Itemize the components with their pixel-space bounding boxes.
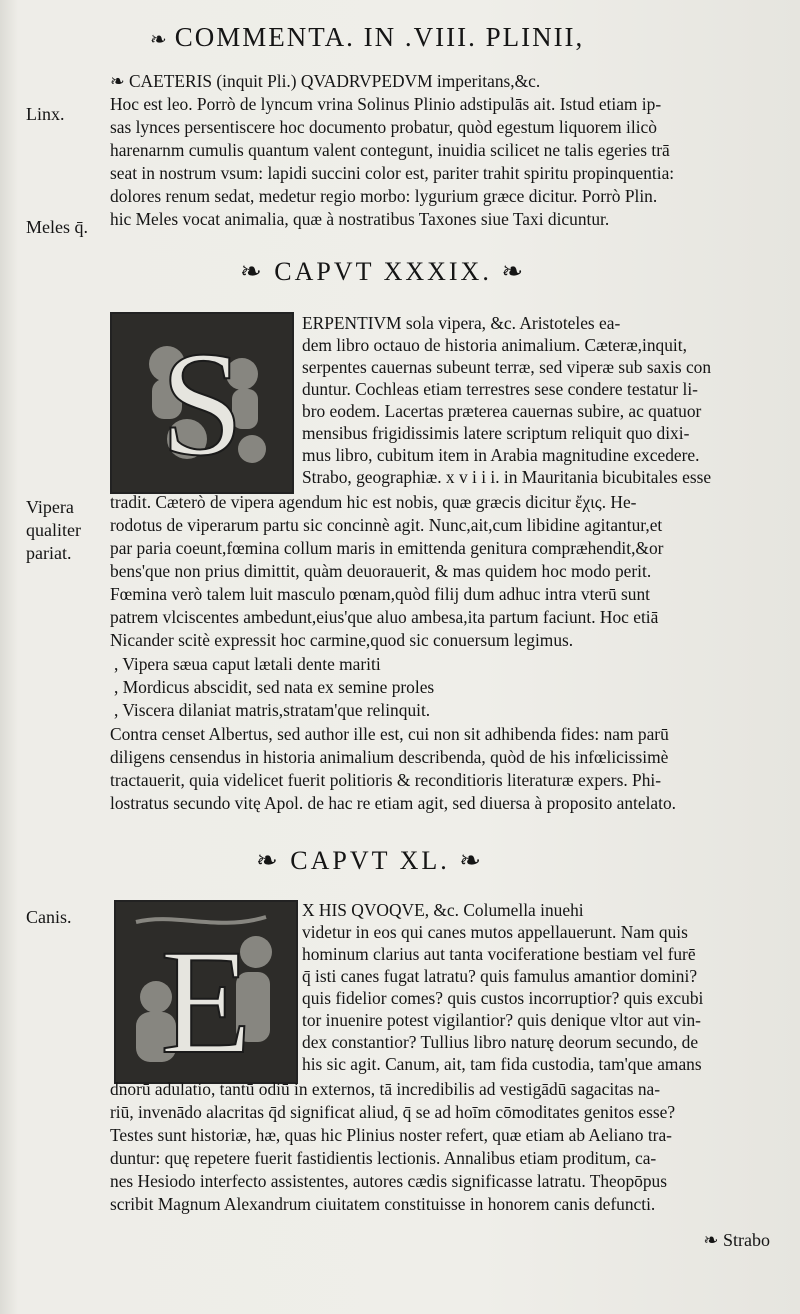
text-line: scribit Magnum Alexandrum ciuitatem constituisse in honorem canis defuncti. [110, 1194, 656, 1214]
text-line: lostratus secundo vitę Apol. de hac re etiam agit, sed diuersa à proposito antelato. [110, 793, 677, 813]
initial-letter: E [160, 919, 252, 1082]
text-line: mus libro, cubitum item in Arabia magnitudine excedere. [302, 445, 700, 465]
fleuron-icon: ❧ [459, 846, 485, 875]
text-line: tractauerit, quia videlicet fuerit politioris & reconditioris literaturæ expers. Phi- [110, 770, 662, 790]
fleuron-icon: ❧ [703, 1230, 719, 1250]
decorated-initial-s [110, 312, 294, 494]
verse-line: , Viscera dilaniat matris,stratam'que relinquit. [114, 700, 431, 720]
text-line: Strabo, geographiæ. x v i i i. in Mauritania bicubitales esse [302, 467, 712, 487]
text-line: harenarnm cumulis quantum valent contegunt, inuidia scilicet ne talis egeries trā [110, 140, 670, 160]
text-line: ERPENTIVM sola vipera, &c. Aristoteles ea- [302, 313, 621, 333]
catchword-text: Strabo [723, 1230, 770, 1250]
fleuron-icon: ❧ [150, 29, 169, 51]
chapter-heading [240, 257, 526, 287]
text-line: duntur: quę repetere fuerit fastidientis lectionis. Annalibus etiam proditum, ca- [110, 1148, 657, 1168]
text-line: dex constantior? Tullius libro naturę deorum secundo, de [302, 1032, 699, 1052]
fleuron-icon: ❧ [240, 257, 265, 286]
text-line: Fœmina verò talem luit masculo pœnam,quòd filij dum adhuc intra vterū sunt [110, 584, 650, 604]
text-line: dnorū adulatio, tantū odiū in externos, tā incredibilis ad vestigādū sagacitas na- [110, 1079, 661, 1099]
text-line: dolores renum sedat, medetur regio morbo: lygurium græce dicitur. Porrò Plin. [110, 186, 658, 206]
text-line: dem libro octauo de historia animalium. Cæteræ,inquit, [302, 335, 687, 355]
text-line: X HIS QVOQVE, &c. Columella inuehi [302, 900, 584, 920]
chapter-title: CAPVT XXXIX. [274, 257, 492, 286]
text-line: q̄ isti canes fugat latratu? quis famulus amantior domini? [302, 966, 698, 986]
text-line: diligens censendus in historia animalium describenda, quòd de his infœlicissimè [110, 747, 669, 767]
text-line: patrem vlciscentes ambedunt,eius'que aluo ambesa,ita partum faciunt. Hoc etiā [110, 607, 659, 627]
text-line: tor inuenire potest vigilantior? quis denique vltor aut vin- [302, 1010, 701, 1030]
margin-note-linx: Linx. [26, 104, 65, 124]
running-head [150, 22, 750, 53]
margin-note-line: pariat. [26, 543, 72, 563]
catchword [703, 1230, 770, 1251]
text-line: Testes sunt historiæ, hæ, quas hic Plinius noster refert, quæ etiam ab Aeliano tra- [110, 1125, 672, 1145]
chapter-heading [256, 846, 484, 876]
text-line: riū, invenādo alacritas q̄d significat aliud, q̄ se ad hoīm cōmoditates genitos esse? [110, 1102, 676, 1122]
text-line: serpentes cauernas subeunt terræ, sed viperæ sub saxis con [302, 357, 712, 377]
margin-note-vipera [26, 496, 96, 565]
text-line: hominum clarius aut tanta vociferatione bestiam vel furē [302, 944, 696, 964]
text-line: sas lynces persentiscere hoc documento probatur, quòd egestum liquorem ilicò [110, 117, 657, 137]
text-line: par paria coeunt,fœmina collum maris in emittenda genitura compræhendit,&or [110, 538, 664, 558]
verse-line: , Vipera sæua caput lætali dente mariti [114, 654, 381, 674]
woodcut-illustration [112, 314, 292, 492]
margin-note-line: Vipera [26, 497, 74, 517]
initial-letter: S [160, 321, 244, 487]
text-line: Hoc est leo. Porrò de lyncum vrina Solinus Plinio adstipulās ait. Istud etiam ip- [110, 94, 662, 114]
chapter-title: CAPVT XL. [290, 846, 450, 875]
text-line: bro eodem. Lacertas præterea cauernas subire, ac quatuor [302, 401, 702, 421]
margin-note-line: qualiter [26, 520, 81, 540]
text-line: duntur. Cochleas etiam terrestres sese condere testatur li- [302, 379, 698, 399]
fleuron-icon: ❧ [501, 257, 527, 286]
decorated-initial-e [114, 900, 298, 1084]
text-line: his sic agit. Canum, ait, tam fida custodia, tam'que amans [302, 1054, 702, 1074]
text-line: rodotus de viperarum partu sic concinnè agit. Nunc,ait,cum libidine agitantur,et [110, 515, 663, 535]
text-line: nes Hesiodo interfecto assistentes, autores cædis significasse latratu. Theopōpus [110, 1171, 668, 1191]
text-line: mensibus frigidissimis latere scriptum reliquit quo dixi- [302, 423, 690, 443]
text-line-content: CAETERIS (inquit Pli.) QVADRVPEDVM imperitans,&c. [128, 71, 541, 91]
woodcut-illustration [116, 902, 296, 1082]
fleuron-icon: ❧ [256, 846, 281, 875]
text-line: quis fidelior comes? quis custos incorruptior? quis excubi [302, 988, 704, 1008]
fleuron-icon: ❧ [110, 71, 125, 91]
verse-line: , Mordicus abscidit, sed nata ex semine proles [114, 677, 435, 697]
running-title: COMMENTA. IN .VIII. PLINII, [174, 22, 585, 52]
text-line [110, 70, 770, 92]
text-line: videtur in eos qui canes mutos appellauerunt. Nam quis [302, 922, 688, 942]
text-line: seat in nostrum vsum: lapidi succini color est, pariter trahit spiritu propinquentia: [110, 163, 675, 183]
text-line: Contra censet Albertus, sed author ille est, cui non sit adhibenda fides: nam parū [110, 724, 669, 744]
text-line: tradit. Cæterò de vipera agendum hic est nobis, quæ græcis dicitur ἔχις. He- [110, 492, 637, 512]
text-line: bens'que non prius dimittit, quàm deuorauerit, & mas quidem hoc modo perit. [110, 561, 652, 581]
text-line: Nicander scitè expressit hoc carmine,quod sic conuersum legimus. [110, 630, 574, 650]
margin-note-meles: Meles q̄. [26, 217, 88, 237]
text-line: hic Meles vocat animalia, quæ à nostratibus Taxones siue Taxi dicuntur. [110, 209, 610, 229]
margin-note-canis: Canis. [26, 907, 72, 927]
